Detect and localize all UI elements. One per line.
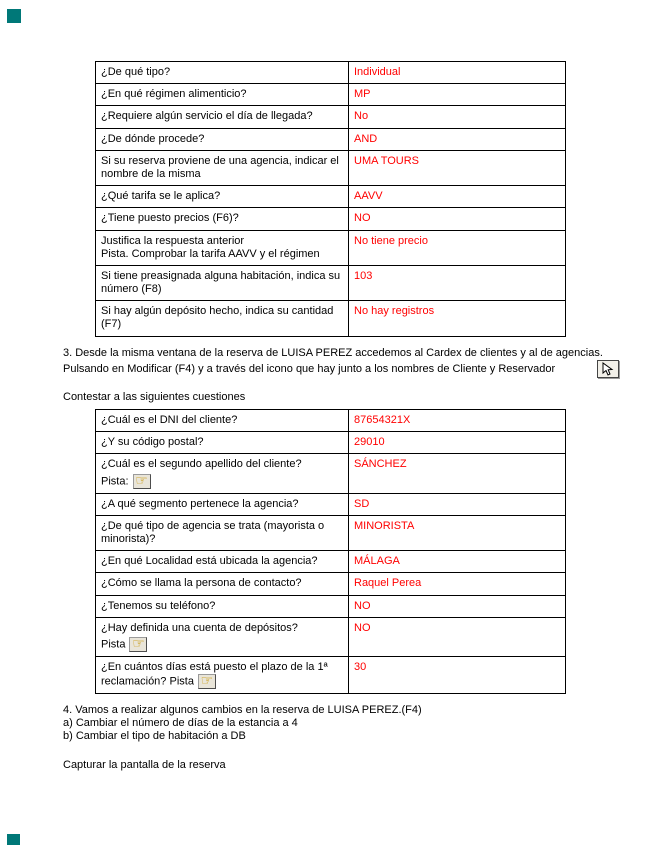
answer-cell: NO <box>349 208 566 230</box>
question-cell: ¿Qué tarifa se le aplica? <box>96 186 349 208</box>
question-cell <box>96 656 349 693</box>
answer-cell: No <box>349 106 566 128</box>
question-cell: ¿De qué tipo? <box>96 62 349 84</box>
answer-cell: AND <box>349 128 566 150</box>
hint-label: Pista <box>169 675 194 688</box>
answer-cell: SÁNCHEZ <box>349 454 566 493</box>
table-row <box>96 301 566 336</box>
question-cell: ¿En qué régimen alimenticio? <box>96 84 349 106</box>
paragraph-line: a) Cambiar el número de días de la estancia a 4 <box>63 717 298 730</box>
table-row <box>96 454 566 493</box>
paragraph-line-text: Pulsando en Modificar (F4) y a través del icono que hay junto a los nombres de Cliente y Reservador <box>63 362 556 375</box>
page-marker-top <box>7 9 21 23</box>
answer-cell: AAVV <box>349 186 566 208</box>
paragraph-line: b) Cambiar el tipo de habitación a DB <box>63 730 246 743</box>
question-text: ¿Hay definida una cuenta de depósitos? <box>101 621 298 634</box>
answer-cell: 29010 <box>349 432 566 454</box>
question-cell: ¿Cómo se llama la persona de contacto? <box>96 573 349 595</box>
hint-line <box>101 474 343 489</box>
answer-cell: MÁLAGA <box>349 551 566 573</box>
table-row <box>96 62 566 84</box>
table-row <box>96 551 566 573</box>
questions-table-2 <box>95 409 566 694</box>
table-row <box>96 186 566 208</box>
question-cell: ¿Cuál es el DNI del cliente? <box>96 410 349 432</box>
table-row <box>96 617 566 656</box>
answer-cell: 87654321X <box>349 410 566 432</box>
table-row <box>96 595 566 617</box>
question-cell: Si tiene preasignada alguna habitación, indica su número (F8) <box>96 265 349 300</box>
answer-cell: NO <box>349 617 566 656</box>
table-row <box>96 150 566 185</box>
table-row <box>96 410 566 432</box>
question-cell <box>96 230 349 265</box>
table-row <box>96 106 566 128</box>
answer-cell: 103 <box>349 265 566 300</box>
answer-cell: SD <box>349 493 566 515</box>
page-marker-bottom <box>7 834 20 845</box>
hint-label: Pista: <box>101 474 129 487</box>
answer-cell: MINORISTA <box>349 515 566 550</box>
answer-cell: MP <box>349 84 566 106</box>
answer-cell: Raquel Perea <box>349 573 566 595</box>
paragraph-line <box>63 360 635 378</box>
table-row <box>96 573 566 595</box>
hint-line <box>101 637 343 652</box>
question-cell: ¿De dónde procede? <box>96 128 349 150</box>
question-cell: ¿De qué tipo de agencia se trata (mayorista o minorista)? <box>96 515 349 550</box>
question-text: ¿Cuál es el segundo apellido del cliente? <box>101 458 302 471</box>
hint-label: Pista <box>101 638 126 651</box>
question-cell: ¿Tiene puesto precios (F6)? <box>96 208 349 230</box>
question-cell <box>96 617 349 656</box>
question-cell <box>96 454 349 493</box>
table-row <box>96 265 566 300</box>
paragraph-line: 3. Desde la misma ventana de la reserva de LUISA PEREZ accedemos al Cardex de clientes y al de agencias. <box>63 346 603 359</box>
question-cell: Si su reserva proviene de una agencia, indicar el nombre de la misma <box>96 150 349 185</box>
question-cell: ¿Requiere algún servicio el día de llegada? <box>96 106 349 128</box>
table-row <box>96 128 566 150</box>
cursor-selector-icon <box>597 360 619 378</box>
section-3-paragraph <box>63 347 635 378</box>
question-text: ¿En cuántos días está puesto el plazo de la 1ª reclamación? <box>101 660 328 688</box>
table-row <box>96 432 566 454</box>
paragraph-line: 4. Vamos a realizar algunos cambios en la reserva de LUISA PEREZ.(F4) <box>63 704 422 717</box>
questions-table-1 <box>95 61 566 337</box>
question-hint-text: Pista. Comprobar la tarifa AAVV y el régimen <box>101 247 320 260</box>
table-row <box>96 656 566 693</box>
pointing-hand-icon: ☞ <box>198 674 216 689</box>
section-3-subtitle: Contestar a las siguientes cuestiones <box>63 390 246 403</box>
question-text: Justifica la respuesta anterior <box>101 234 245 247</box>
answer-cell: 30 <box>349 656 566 693</box>
question-cell: Si hay algún depósito hecho, indica su cantidad (F7) <box>96 301 349 336</box>
answer-cell: No hay registros <box>349 301 566 336</box>
section-4-paragraph <box>63 704 635 744</box>
answer-cell: NO <box>349 595 566 617</box>
table-row <box>96 493 566 515</box>
table-row <box>96 84 566 106</box>
question-cell: ¿Tenemos su teléfono? <box>96 595 349 617</box>
pointing-hand-icon: ☞ <box>133 474 151 489</box>
question-cell: ¿Y su código postal? <box>96 432 349 454</box>
capture-instruction: Capturar la pantalla de la reserva <box>63 758 226 771</box>
question-cell: ¿En qué Localidad está ubicada la agencia? <box>96 551 349 573</box>
table-row <box>96 230 566 265</box>
question-cell: ¿A qué segmento pertenece la agencia? <box>96 493 349 515</box>
table-row <box>96 515 566 550</box>
pointing-hand-icon: ☞ <box>129 637 147 652</box>
table-row <box>96 208 566 230</box>
answer-cell: UMA TOURS <box>349 150 566 185</box>
answer-cell: No tiene precio <box>349 230 566 265</box>
answer-cell: Individual <box>349 62 566 84</box>
